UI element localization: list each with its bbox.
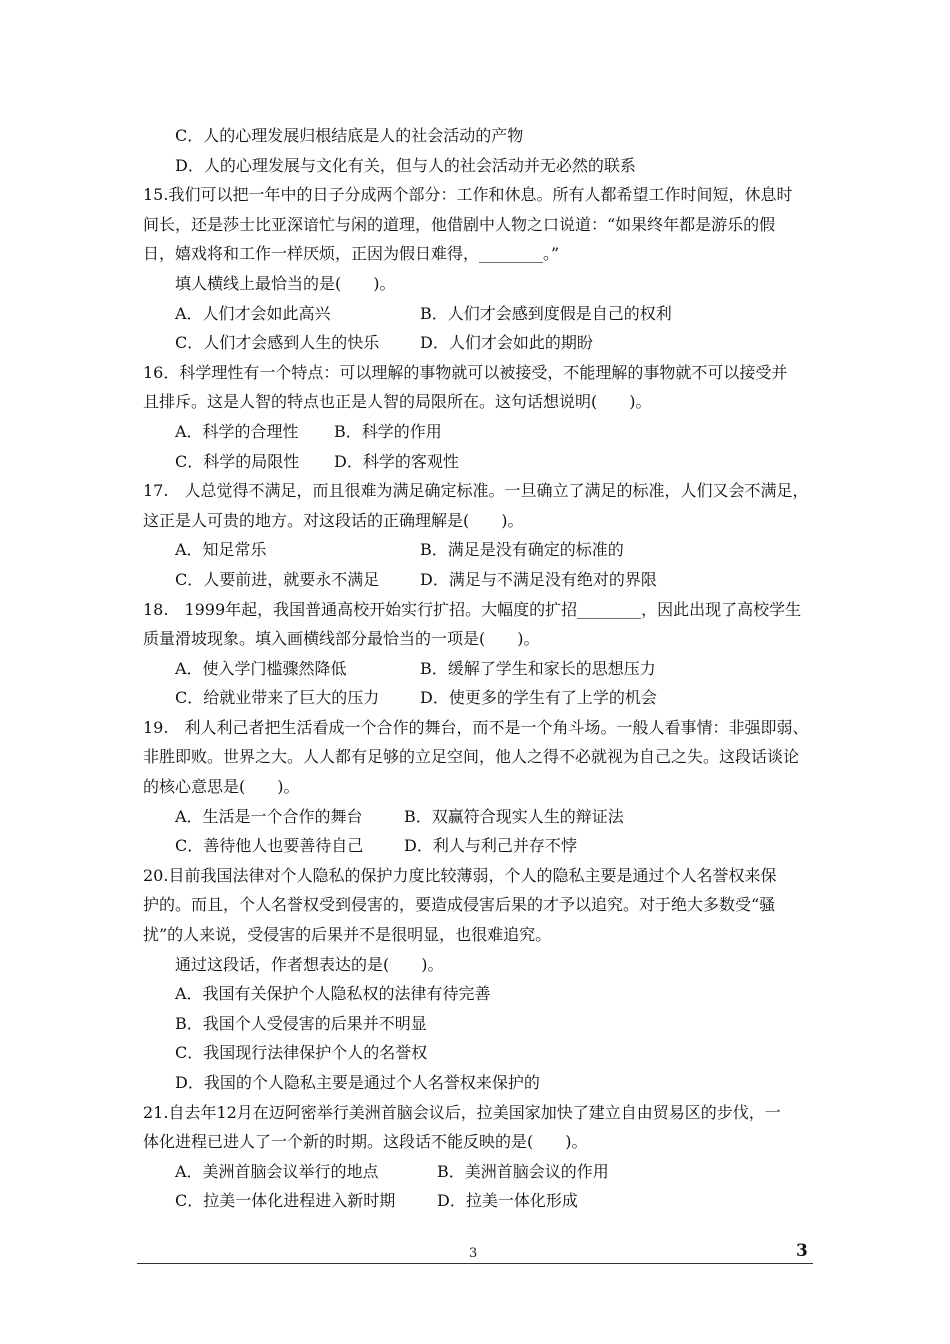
q15-option-d: D．人们才会如此的期盼	[420, 333, 593, 353]
q18-stem-line1: 18. 1999年起，我国普通高校开始实行扩招。大幅度的扩招________，因此出现了高校学生	[143, 599, 802, 619]
footer-page-number-center: 3	[469, 1246, 478, 1261]
q21-option-d: D．拉美一体化形成	[437, 1191, 578, 1211]
q16-option-d: D．科学的客观性	[334, 451, 459, 471]
q16-option-a: A．科学的合理性	[175, 421, 299, 441]
q20-option-d: D．我国的个人隐私主要是通过个人名誉权来保护的	[175, 1073, 540, 1092]
q15-option-a: A．人们才会如此高兴	[175, 303, 331, 323]
q19-stem-line3: 的核心意思是( )。	[143, 777, 300, 797]
q20-prompt: 通过这段话，作者想表达的是( )。	[175, 954, 444, 974]
q15-stem-line2: 间长，还是莎士比亚深谙忙与闲的道理，他借剧中人物之口说道：“如果终年都是游乐的假	[143, 214, 776, 234]
q17-options-row2	[143, 565, 815, 595]
q15-option-b: B．人们才会感到度假是自己的权利	[420, 303, 672, 323]
q18-options-row1	[143, 654, 815, 684]
q16-option-b: B．科学的作用	[334, 421, 442, 441]
q21-option-b: B．美洲首脑会议的作用	[437, 1161, 609, 1181]
q19-option-b: B．双赢符合现实人生的辩证法	[404, 806, 624, 826]
q14-option-d: D．人的心理发展与文化有关，但与人的社会活动并无必然的联系	[175, 155, 636, 175]
q17-stem-line1: 17. 人总觉得不满足，而且很难为满足确定标准。一旦确立了满足的标准，人们又会不满足，	[143, 481, 809, 501]
q15-options-row2	[143, 328, 815, 358]
q18-option-a: A．使入学门槛骤然降低	[175, 658, 347, 678]
q15-option-c: C．人们才会感到人生的快乐	[175, 333, 380, 353]
q20-option-c: C．我国现行法律保护个人的名誉权	[175, 1043, 428, 1063]
q18-option-b: B．缓解了学生和家长的思想压力	[420, 658, 656, 678]
q21-options-row2	[143, 1186, 815, 1216]
q19-option-a: A．生活是一个合作的舞台	[175, 806, 363, 826]
footer-divider	[137, 1263, 813, 1264]
q19-options-row1	[143, 802, 815, 832]
q20-stem-line3: 扰”的人来说，受侵害的后果并不是很明显，也很难追究。	[143, 925, 552, 945]
q19-stem-line2: 非胜即败。世界之大。人人都有足够的立足空间，他人之得不必就视为自己之失。这段话谈论	[143, 747, 800, 767]
q15-stem-line3: 日，嬉戏将和工作一样厌烦，正因为假日难得，________。”	[143, 244, 560, 264]
q17-option-d: D．满足与不满足没有绝对的界限	[420, 569, 657, 589]
q17-option-c: C．人要前进，就要永不满足	[175, 569, 380, 589]
q16-options-row2	[143, 447, 815, 477]
q16-stem-line2: 且排斥。这是人智的特点也正是人智的局限所在。这句话想说明( )。	[143, 392, 652, 412]
q19-options-row2	[143, 831, 815, 861]
q20-option-a: A．我国有关保护个人隐私权的法律有待完善	[175, 984, 491, 1004]
q21-stem-line1: 21.自去年12月在迈阿密举行美洲首脑会议后，拉美国家加快了建立自由贸易区的步伐，一	[143, 1102, 781, 1122]
question-content	[143, 121, 815, 1216]
footer-page-number-right: 3	[796, 1241, 808, 1261]
q18-option-d: D．使更多的学生有了上学的机会	[420, 688, 657, 708]
q21-stem-line2: 体化进程已进人了一个新的时期。这段话不能反映的是( )。	[143, 1132, 588, 1152]
q21-options-row1	[143, 1157, 815, 1187]
q16-option-c: C．科学的局限性	[175, 451, 300, 471]
q14-option-c: C．人的心理发展归根结底是人的社会活动的产物	[175, 126, 524, 145]
q17-option-a: A．知足常乐	[175, 540, 267, 560]
q15-stem-line1: 15.我们可以把一年中的日子分成两个部分：工作和休息。所有人都希望工作时间短，休息时	[143, 185, 793, 205]
q17-option-b: B．满足是没有确定的标准的	[420, 540, 624, 560]
q18-stem-line2: 质量滑坡现象。填入画横线部分最恰当的一项是( )。	[143, 629, 540, 649]
q16-options-row1	[143, 417, 815, 447]
q15-prompt: 填人横线上最恰当的是( )。	[175, 273, 396, 293]
q19-stem-line1: 19. 利人利己者把生活看成一个合作的舞台，而不是一个角斗场。一般人看事情：非强即弱、	[143, 717, 809, 737]
q21-option-c: C．拉美一体化进程进入新时期	[175, 1191, 396, 1211]
q20-stem-line1: 20.目前我国法律对个人隐私的保护力度比较薄弱，个人的隐私主要是通过个人名誉权来保	[143, 865, 777, 885]
q21-option-a: A．美洲首脑会议举行的地点	[175, 1161, 379, 1181]
q17-stem-line2: 这正是人可贵的地方。对这段话的正确理解是( )。	[143, 510, 524, 530]
q18-option-c: C．给就业带来了巨大的压力	[175, 688, 380, 708]
q17-options-row1	[143, 535, 815, 565]
q20-option-b: B．我国个人受侵害的后果并不明显	[175, 1013, 427, 1033]
q16-stem-line1: 16．科学理性有一个特点：可以理解的事物就可以被接受，不能理解的事物就不可以接受并	[143, 362, 788, 382]
q19-option-c: C．善待他人也要善待自己	[175, 836, 364, 856]
q20-stem-line2: 护的。而且，个人名誉权受到侵害的，要造成侵害后果的才予以追究。对于绝大多数受“骚	[143, 895, 776, 915]
q15-options-row1	[143, 299, 815, 329]
q19-option-d: D．利人与利己并存不悖	[404, 836, 577, 856]
q18-options-row2	[143, 683, 815, 713]
